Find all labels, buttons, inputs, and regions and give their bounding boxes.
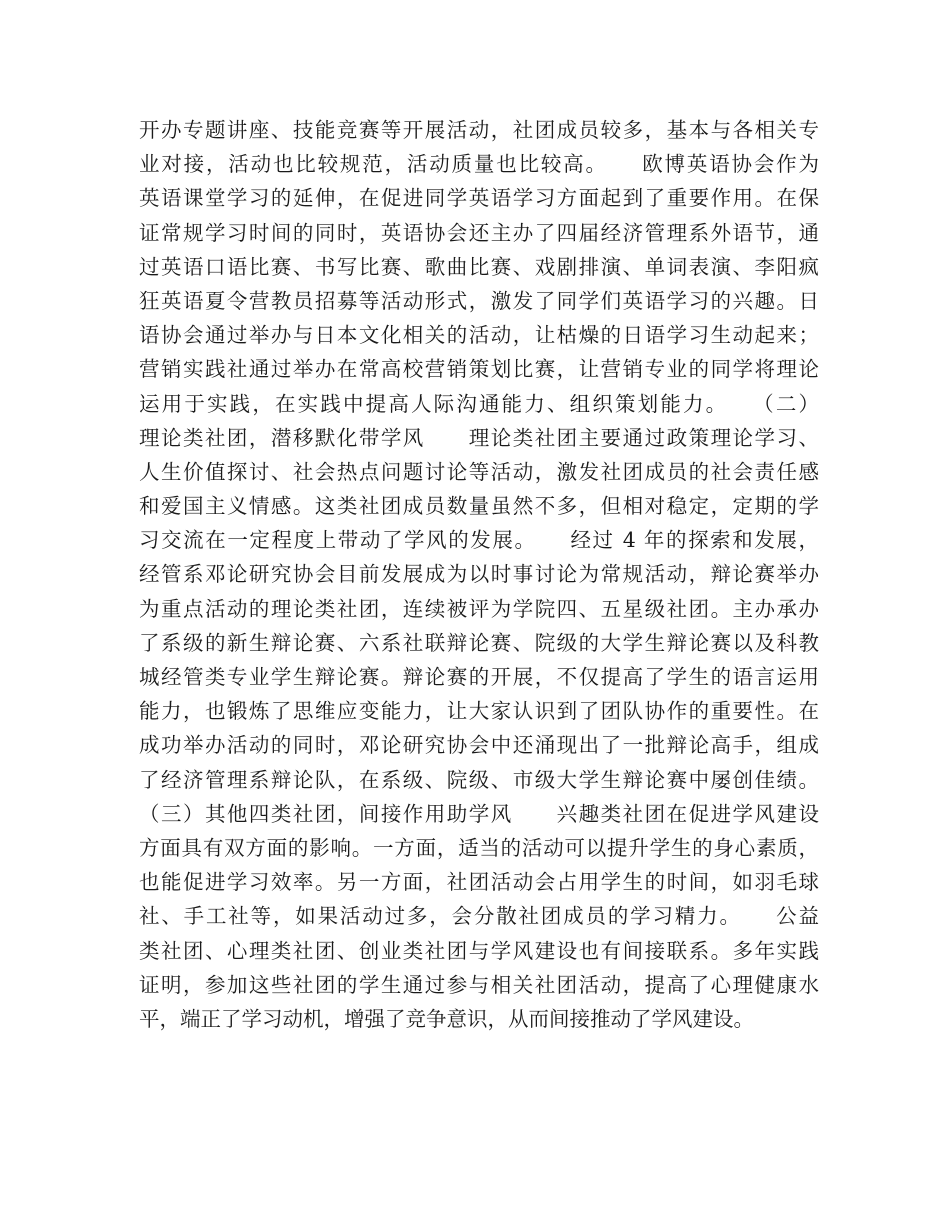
text-line: 了经济管理系辩论队，在系级、院级、市级大学生辩论赛中屡创佳绩。	[139, 767, 819, 792]
text-line: 方面具有双方面的影响。一方面，适当的活动可以提升学生的身心素质，	[139, 835, 819, 860]
text-line: 习交流在一定程度上带动了学风的发展。 经过 4 年的探索和发展，	[139, 528, 819, 553]
text-line: 语协会通过举办与日本文化相关的活动，让枯燥的日语学习生动起来；	[139, 323, 819, 348]
text-line: 为重点活动的理论类社团，连续被评为学院四、五星级社团。主办承办	[139, 596, 819, 621]
text-line: 经管系邓论研究协会目前发展成为以时事讨论为常规活动，辩论赛举办	[139, 562, 819, 587]
text-line: 证明，参加这些社团的学生通过参与相关社团活动，提高了心理健康水	[139, 972, 819, 997]
text-line: 开办专题讲座、技能竞赛等开展活动，社团成员较多，基本与各相关专	[139, 118, 819, 142]
text-line: 成功举办活动的同时，邓论研究协会中还涌现出了一批辩论高手，组成	[139, 733, 819, 758]
text-line: 理论类社团，潜移默化带学风 理论类社团主要通过政策理论学习、	[139, 425, 819, 450]
text-line: （三）其他四类社团，间接作用助学风 兴趣类社团在促进学风建设	[139, 801, 819, 826]
text-line: 狂英语夏令营教员招募等活动形式，激发了同学们英语学习的兴趣。日	[139, 288, 819, 313]
text-line: 过英语口语比赛、书写比赛、歌曲比赛、戏剧排演、单词表演、李阳疯	[139, 254, 819, 279]
text-line: 能力，也锻炼了思维应变能力，让大家认识到了团队协作的重要性。在	[139, 699, 819, 724]
text-line: 和爱国主义情感。这类社团成员数量虽然不多，但相对稳定，定期的学	[139, 494, 819, 519]
text-line: 人生价值探讨、社会热点问题讨论等活动，激发社团成员的社会责任感	[139, 459, 819, 484]
text-line: 社、手工社等，如果活动过多，会分散社团成员的学习精力。 公益	[139, 904, 819, 929]
text-line: 业对接，活动也比较规范，活动质量也比较高。 欧博英语协会作为	[139, 152, 819, 177]
body-text	[139, 113, 819, 1036]
text-line: 了系级的新生辩论赛、六系社联辩论赛、院级的大学生辩论赛以及科教	[139, 630, 819, 655]
text-line: 也能促进学习效率。另一方面，社团活动会占用学生的时间，如羽毛球	[139, 870, 819, 895]
text-line: 营销实践社通过举办在常高校营销策划比赛，让营销专业的同学将理论	[139, 357, 819, 382]
text-line: 城经管类专业学生辩论赛。辩论赛的开展，不仅提高了学生的语言运用	[139, 665, 819, 689]
text-line: 平，端正了学习动机，增强了竞争意识，从而间接推动了学风建设。	[139, 1006, 754, 1031]
text-line: 英语课堂学习的延伸，在促进同学英语学习方面起到了重要作用。在保	[139, 186, 819, 211]
text-line: 运用于实践，在实践中提高人际沟通能力、组织策划能力。 （二）	[139, 391, 819, 416]
text-line: 证常规学习时间的同时，英语协会还主办了四届经济管理系外语节，通	[139, 220, 819, 245]
text-line: 类社团、心理类社团、创业类社团与学风建设也有间接联系。多年实践	[139, 938, 819, 963]
